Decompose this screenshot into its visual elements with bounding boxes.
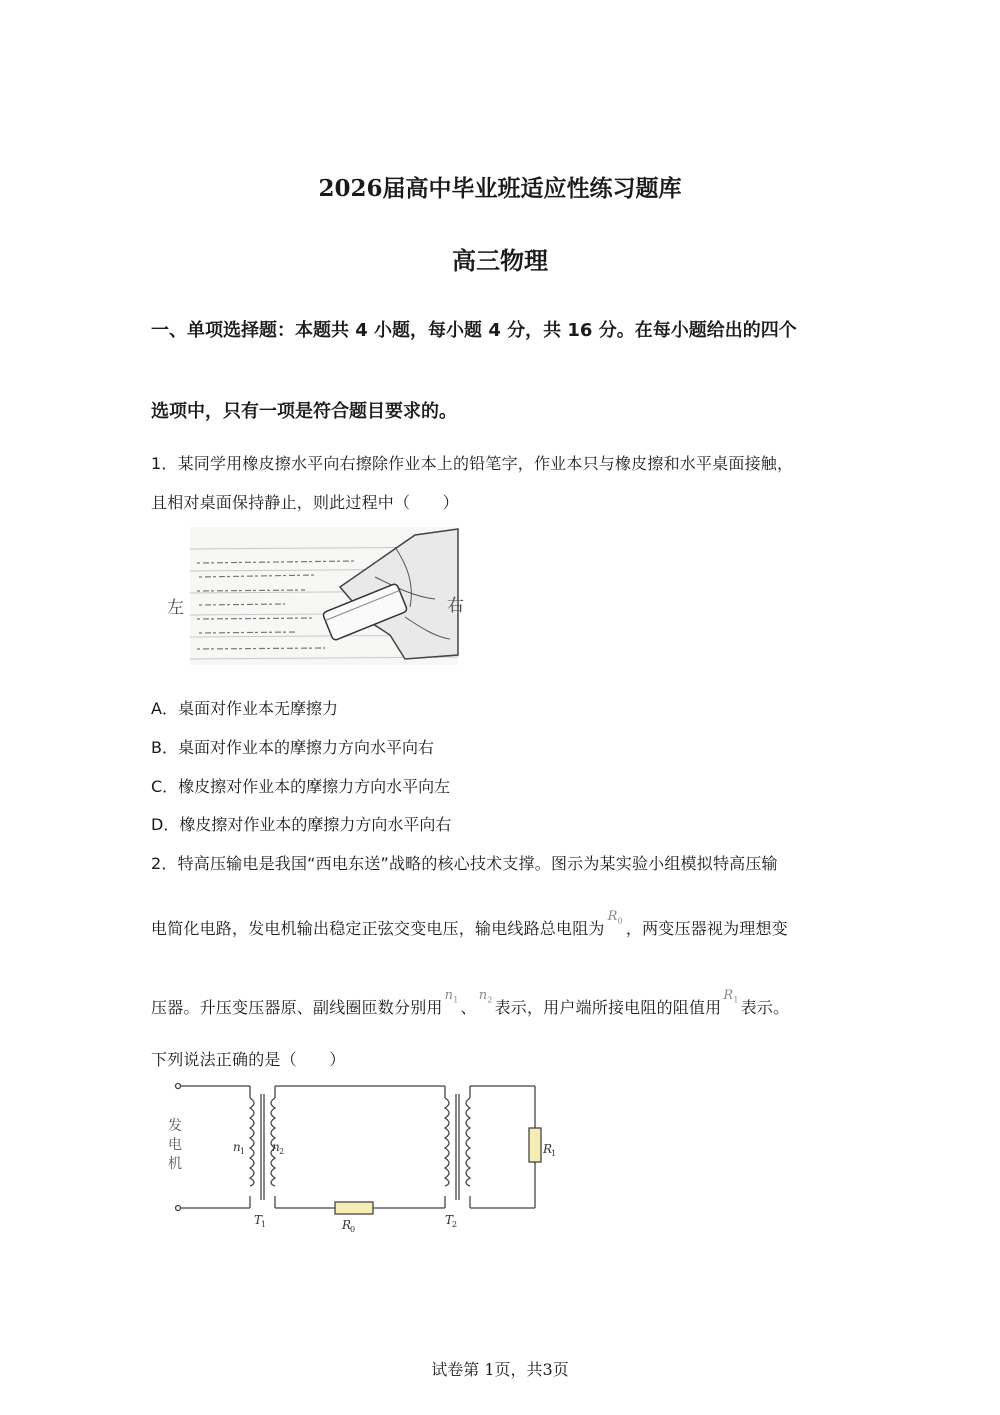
q1-stem-line2: 且相对桌面保持静止，则此过程中（ ） xyxy=(151,493,459,512)
n1-label: n xyxy=(233,1140,241,1154)
t1-primary-coil xyxy=(250,1098,254,1186)
eraser-hand-drawing-icon xyxy=(165,527,465,665)
transformer-circuit-icon xyxy=(160,1078,570,1238)
n2-sub: 2 xyxy=(279,1147,285,1156)
page-footer: 试卷第 1页，共3页 xyxy=(431,1360,569,1379)
q1-option-b: B．桌面对作业本的摩擦力方向水平向右 xyxy=(151,738,434,757)
q2-line2-text-b: ，两变压器视为理想变 xyxy=(625,919,788,938)
t2-secondary-coil xyxy=(466,1098,470,1186)
terminal-top xyxy=(176,1084,181,1089)
t1-sub: 1 xyxy=(261,1220,267,1229)
subject-title: 高三物理 xyxy=(452,246,548,275)
q2-stem-line4: 下列说法正确的是（ ） xyxy=(151,1050,346,1069)
generator-label-2: 电 xyxy=(168,1137,182,1153)
q2-stem-line1: 2．特高压输电是我国“西电东送”战略的核心技术支撑。图示为某实验小组模拟特高压输 xyxy=(151,854,778,873)
generator-label-1: 发 xyxy=(168,1118,182,1134)
q1-figure xyxy=(165,527,465,665)
q1-left-label: 左 xyxy=(167,598,184,618)
q1-option-a: A．桌面对作业本无摩擦力 xyxy=(151,699,338,718)
t1-label: T xyxy=(254,1213,263,1227)
var-n1: n1 xyxy=(444,988,459,1005)
r1-resistor xyxy=(529,1128,541,1162)
section-heading-line1: 一、单项选择题：本题共 4 小题，每小题 4 分，共 16 分。在每小题给出的四个 xyxy=(151,320,797,341)
r1-sub: 1 xyxy=(551,1149,557,1158)
r1-label: R xyxy=(543,1142,553,1156)
t2-sub: 2 xyxy=(452,1220,458,1229)
q1-option-d: D．橡皮擦对作业本的摩擦力方向水平向右 xyxy=(151,815,452,834)
q1-stem-line1: 1．某同学用橡皮擦水平向右擦除作业本上的铅笔字，作业本只与橡皮擦和水平桌面接触， xyxy=(151,454,794,473)
section-heading-line2: 选项中，只有一项是符合题目要求的。 xyxy=(151,401,457,422)
var-r0: R0 xyxy=(607,909,623,926)
q2-stem-line3: 压器。升压变压器原、副线圈匝数分别用$^{n_1}$ 、$^{n_2}$ 表示，用户端所接电阻的阻值用$^{R_1}$ 表示。 xyxy=(151,988,790,1017)
generator-label-3: 机 xyxy=(168,1156,182,1172)
q2-line2-text-a: 电简化电路，发电机输出稳定正弦交变电压，输电线路总电阻为 xyxy=(151,919,605,938)
var-n2: n2 xyxy=(478,988,493,1005)
n2-label: n xyxy=(272,1140,280,1154)
terminal-bottom xyxy=(176,1206,181,1211)
r0-resistor xyxy=(335,1202,373,1214)
t2-label: T xyxy=(445,1213,454,1227)
exam-title: 2026届高中毕业班适应性练习题库 xyxy=(318,175,682,202)
q2-circuit-diagram xyxy=(160,1078,570,1238)
q1-right-label: 右 xyxy=(447,596,464,616)
n1-sub: 1 xyxy=(240,1147,246,1156)
q1-option-c: C．橡皮擦对作业本的摩擦力方向水平向左 xyxy=(151,777,451,796)
q2-stem-line2 xyxy=(151,909,788,940)
var-r1: R1 xyxy=(723,988,739,1005)
r0-label: R xyxy=(342,1218,352,1232)
r0-sub: 0 xyxy=(350,1225,356,1234)
t2-primary-coil xyxy=(445,1098,449,1186)
